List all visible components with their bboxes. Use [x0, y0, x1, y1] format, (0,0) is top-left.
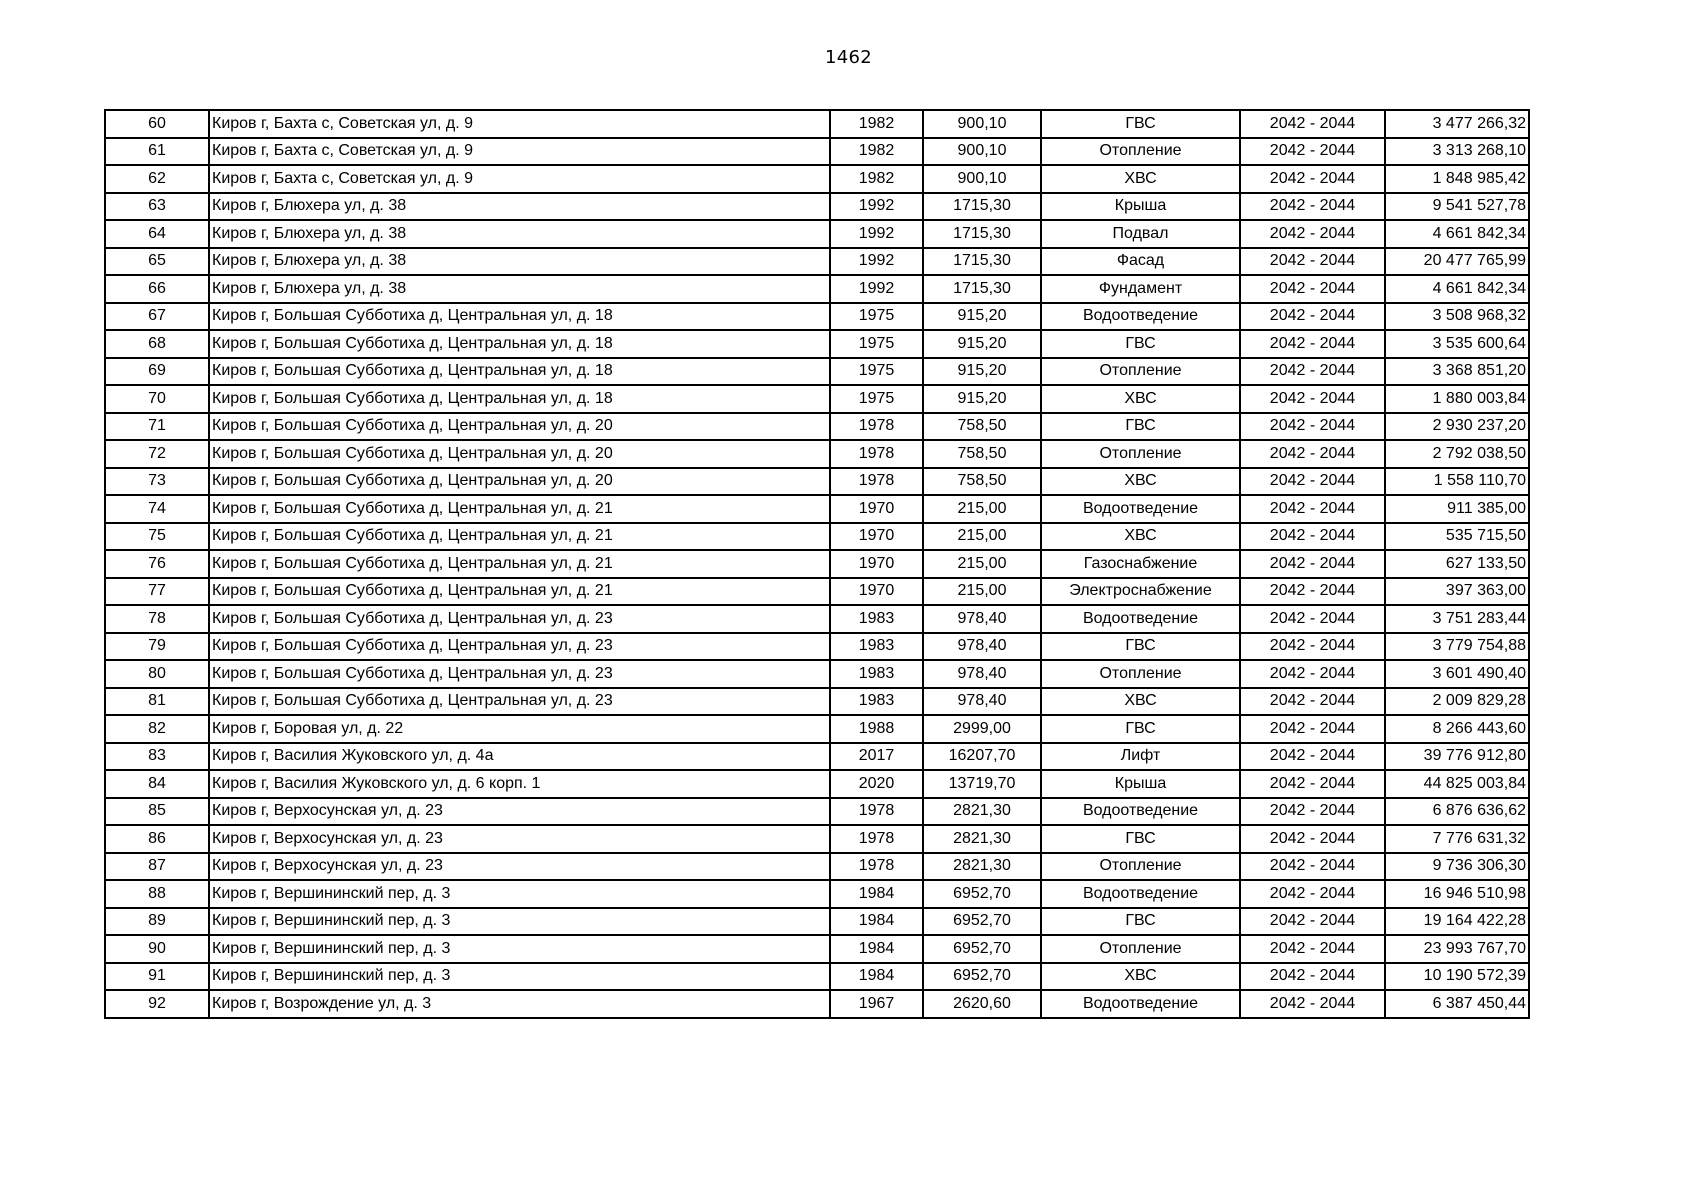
- cost-cell: 8 266 443,60: [1385, 715, 1529, 743]
- table-row: [105, 770, 1529, 798]
- row-number: 61: [105, 138, 209, 166]
- area-cell: 915,20: [923, 303, 1041, 331]
- row-number: 68: [105, 330, 209, 358]
- cost-cell: 2 792 038,50: [1385, 440, 1529, 468]
- table-row: [105, 990, 1529, 1018]
- work-type-cell: ГВС: [1041, 715, 1240, 743]
- area-cell: 2821,30: [923, 825, 1041, 853]
- period-cell: 2042 - 2044: [1240, 908, 1385, 936]
- period-cell: 2042 - 2044: [1240, 660, 1385, 688]
- row-number: 76: [105, 550, 209, 578]
- table-row: [105, 660, 1529, 688]
- address-cell: Киров г, Верхосунская ул, д. 23: [209, 853, 830, 881]
- table-row: [105, 220, 1529, 248]
- table-row: [105, 825, 1529, 853]
- area-cell: 2821,30: [923, 853, 1041, 881]
- row-number: 91: [105, 963, 209, 991]
- area-cell: 915,20: [923, 330, 1041, 358]
- address-cell: Киров г, Большая Субботиха д, Центральная ул, д. 18: [209, 358, 830, 386]
- work-type-cell: Крыша: [1041, 770, 1240, 798]
- period-cell: 2042 - 2044: [1240, 743, 1385, 771]
- table-row: [105, 413, 1529, 441]
- period-cell: 2042 - 2044: [1240, 880, 1385, 908]
- table-row: [105, 605, 1529, 633]
- area-cell: 16207,70: [923, 743, 1041, 771]
- cost-cell: 2 930 237,20: [1385, 413, 1529, 441]
- year-cell: 1984: [830, 880, 923, 908]
- work-type-cell: Водоотведение: [1041, 605, 1240, 633]
- work-type-cell: Отопление: [1041, 853, 1240, 881]
- period-cell: 2042 - 2044: [1240, 358, 1385, 386]
- table-row: [105, 495, 1529, 523]
- row-number: 69: [105, 358, 209, 386]
- area-cell: 758,50: [923, 440, 1041, 468]
- year-cell: 1978: [830, 440, 923, 468]
- year-cell: 1982: [830, 110, 923, 138]
- table-row: [105, 440, 1529, 468]
- address-cell: Киров г, Большая Субботиха д, Центральная ул, д. 20: [209, 440, 830, 468]
- cost-cell: 3 508 968,32: [1385, 303, 1529, 331]
- address-cell: Киров г, Большая Субботиха д, Центральная ул, д. 21: [209, 523, 830, 551]
- area-cell: 215,00: [923, 550, 1041, 578]
- work-type-cell: Отопление: [1041, 138, 1240, 166]
- cost-cell: 3 751 283,44: [1385, 605, 1529, 633]
- row-number: 77: [105, 578, 209, 606]
- year-cell: 1978: [830, 468, 923, 496]
- area-cell: 978,40: [923, 633, 1041, 661]
- table-row: [105, 550, 1529, 578]
- period-cell: 2042 - 2044: [1240, 633, 1385, 661]
- period-cell: 2042 - 2044: [1240, 550, 1385, 578]
- cost-cell: 4 661 842,34: [1385, 220, 1529, 248]
- table-row: [105, 275, 1529, 303]
- address-cell: Киров г, Большая Субботиха д, Центральная ул, д. 18: [209, 303, 830, 331]
- table-row: [105, 138, 1529, 166]
- year-cell: 1982: [830, 165, 923, 193]
- year-cell: 1988: [830, 715, 923, 743]
- row-number: 87: [105, 853, 209, 881]
- row-number: 82: [105, 715, 209, 743]
- cost-cell: 535 715,50: [1385, 523, 1529, 551]
- work-type-cell: Фундамент: [1041, 275, 1240, 303]
- work-type-cell: ХВС: [1041, 468, 1240, 496]
- work-type-cell: Водоотведение: [1041, 798, 1240, 826]
- address-cell: Киров г, Бахта с, Советская ул, д. 9: [209, 165, 830, 193]
- area-cell: 1715,30: [923, 248, 1041, 276]
- address-cell: Киров г, Большая Субботиха д, Центральная ул, д. 23: [209, 688, 830, 716]
- work-type-cell: ХВС: [1041, 165, 1240, 193]
- row-number: 67: [105, 303, 209, 331]
- area-cell: 900,10: [923, 165, 1041, 193]
- row-number: 63: [105, 193, 209, 221]
- address-cell: Киров г, Вершининский пер, д. 3: [209, 880, 830, 908]
- cost-cell: 3 368 851,20: [1385, 358, 1529, 386]
- period-cell: 2042 - 2044: [1240, 330, 1385, 358]
- area-cell: 13719,70: [923, 770, 1041, 798]
- year-cell: 1992: [830, 248, 923, 276]
- year-cell: 1992: [830, 220, 923, 248]
- area-cell: 6952,70: [923, 935, 1041, 963]
- cost-cell: 3 601 490,40: [1385, 660, 1529, 688]
- address-cell: Киров г, Боровая ул, д. 22: [209, 715, 830, 743]
- table-row: [105, 193, 1529, 221]
- address-cell: Киров г, Большая Субботиха д, Центральная ул, д. 21: [209, 578, 830, 606]
- registry-table: [104, 109, 1530, 1019]
- address-cell: Киров г, Возрождение ул, д. 3: [209, 990, 830, 1018]
- area-cell: 758,50: [923, 413, 1041, 441]
- area-cell: 215,00: [923, 578, 1041, 606]
- table-row: [105, 743, 1529, 771]
- address-cell: Киров г, Большая Субботиха д, Центральная ул, д. 23: [209, 660, 830, 688]
- work-type-cell: Отопление: [1041, 440, 1240, 468]
- period-cell: 2042 - 2044: [1240, 825, 1385, 853]
- table-row: [105, 908, 1529, 936]
- cost-cell: 911 385,00: [1385, 495, 1529, 523]
- area-cell: 900,10: [923, 138, 1041, 166]
- period-cell: 2042 - 2044: [1240, 715, 1385, 743]
- work-type-cell: Фасад: [1041, 248, 1240, 276]
- area-cell: 215,00: [923, 495, 1041, 523]
- year-cell: 1984: [830, 935, 923, 963]
- address-cell: Киров г, Блюхера ул, д. 38: [209, 275, 830, 303]
- cost-cell: 6 387 450,44: [1385, 990, 1529, 1018]
- cost-cell: 627 133,50: [1385, 550, 1529, 578]
- row-number: 74: [105, 495, 209, 523]
- year-cell: 1983: [830, 633, 923, 661]
- period-cell: 2042 - 2044: [1240, 303, 1385, 331]
- year-cell: 1992: [830, 275, 923, 303]
- table-row: [105, 165, 1529, 193]
- work-type-cell: ХВС: [1041, 688, 1240, 716]
- row-number: 75: [105, 523, 209, 551]
- row-number: 90: [105, 935, 209, 963]
- year-cell: 1978: [830, 798, 923, 826]
- area-cell: 1715,30: [923, 275, 1041, 303]
- row-number: 84: [105, 770, 209, 798]
- period-cell: 2042 - 2044: [1240, 275, 1385, 303]
- row-number: 78: [105, 605, 209, 633]
- period-cell: 2042 - 2044: [1240, 853, 1385, 881]
- area-cell: 2620,60: [923, 990, 1041, 1018]
- address-cell: Киров г, Большая Субботиха д, Центральная ул, д. 21: [209, 550, 830, 578]
- period-cell: 2042 - 2044: [1240, 798, 1385, 826]
- period-cell: 2042 - 2044: [1240, 605, 1385, 633]
- cost-cell: 23 993 767,70: [1385, 935, 1529, 963]
- period-cell: 2042 - 2044: [1240, 688, 1385, 716]
- cost-cell: 3 779 754,88: [1385, 633, 1529, 661]
- work-type-cell: Электроснабжение: [1041, 578, 1240, 606]
- year-cell: 1970: [830, 550, 923, 578]
- year-cell: 1982: [830, 138, 923, 166]
- cost-cell: 1 848 985,42: [1385, 165, 1529, 193]
- table-row: [105, 110, 1529, 138]
- row-number: 80: [105, 660, 209, 688]
- table-row: [105, 578, 1529, 606]
- row-number: 83: [105, 743, 209, 771]
- cost-cell: 1 558 110,70: [1385, 468, 1529, 496]
- year-cell: 1970: [830, 523, 923, 551]
- address-cell: Киров г, Вершининский пер, д. 3: [209, 908, 830, 936]
- period-cell: 2042 - 2044: [1240, 248, 1385, 276]
- cost-cell: 397 363,00: [1385, 578, 1529, 606]
- area-cell: 915,20: [923, 358, 1041, 386]
- work-type-cell: ГВС: [1041, 413, 1240, 441]
- address-cell: Киров г, Большая Субботиха д, Центральная ул, д. 21: [209, 495, 830, 523]
- year-cell: 1970: [830, 495, 923, 523]
- cost-cell: 10 190 572,39: [1385, 963, 1529, 991]
- table-row: [105, 715, 1529, 743]
- period-cell: 2042 - 2044: [1240, 193, 1385, 221]
- area-cell: 6952,70: [923, 963, 1041, 991]
- address-cell: Киров г, Верхосунская ул, д. 23: [209, 825, 830, 853]
- period-cell: 2042 - 2044: [1240, 110, 1385, 138]
- address-cell: Киров г, Блюхера ул, д. 38: [209, 248, 830, 276]
- year-cell: 1984: [830, 908, 923, 936]
- area-cell: 978,40: [923, 688, 1041, 716]
- work-type-cell: Водоотведение: [1041, 880, 1240, 908]
- row-number: 92: [105, 990, 209, 1018]
- work-type-cell: Водоотведение: [1041, 990, 1240, 1018]
- cost-cell: 6 876 636,62: [1385, 798, 1529, 826]
- address-cell: Киров г, Бахта с, Советская ул, д. 9: [209, 110, 830, 138]
- work-type-cell: Водоотведение: [1041, 303, 1240, 331]
- work-type-cell: Отопление: [1041, 358, 1240, 386]
- year-cell: 1978: [830, 825, 923, 853]
- cost-cell: 1 880 003,84: [1385, 385, 1529, 413]
- table-row: [105, 633, 1529, 661]
- period-cell: 2042 - 2044: [1240, 220, 1385, 248]
- period-cell: 2042 - 2044: [1240, 440, 1385, 468]
- work-type-cell: ГВС: [1041, 110, 1240, 138]
- year-cell: 1975: [830, 330, 923, 358]
- work-type-cell: Водоотведение: [1041, 495, 1240, 523]
- table-row: [105, 853, 1529, 881]
- cost-cell: 4 661 842,34: [1385, 275, 1529, 303]
- row-number: 88: [105, 880, 209, 908]
- table-row: [105, 303, 1529, 331]
- address-cell: Киров г, Большая Субботиха д, Центральная ул, д. 20: [209, 413, 830, 441]
- year-cell: 1978: [830, 853, 923, 881]
- address-cell: Киров г, Большая Субботиха д, Центральная ул, д. 23: [209, 605, 830, 633]
- year-cell: 1983: [830, 605, 923, 633]
- cost-cell: 3 535 600,64: [1385, 330, 1529, 358]
- year-cell: 2017: [830, 743, 923, 771]
- year-cell: 2020: [830, 770, 923, 798]
- row-number: 79: [105, 633, 209, 661]
- cost-cell: 20 477 765,99: [1385, 248, 1529, 276]
- registry-body: [105, 110, 1529, 1018]
- year-cell: 1983: [830, 660, 923, 688]
- cost-cell: 2 009 829,28: [1385, 688, 1529, 716]
- period-cell: 2042 - 2044: [1240, 990, 1385, 1018]
- year-cell: 1992: [830, 193, 923, 221]
- row-number: 73: [105, 468, 209, 496]
- area-cell: 6952,70: [923, 880, 1041, 908]
- row-number: 71: [105, 413, 209, 441]
- period-cell: 2042 - 2044: [1240, 165, 1385, 193]
- period-cell: 2042 - 2044: [1240, 935, 1385, 963]
- work-type-cell: ХВС: [1041, 963, 1240, 991]
- address-cell: Киров г, Большая Субботиха д, Центральная ул, д. 20: [209, 468, 830, 496]
- cost-cell: 16 946 510,98: [1385, 880, 1529, 908]
- table-row: [105, 330, 1529, 358]
- row-number: 86: [105, 825, 209, 853]
- work-type-cell: Отопление: [1041, 660, 1240, 688]
- period-cell: 2042 - 2044: [1240, 468, 1385, 496]
- cost-cell: 9 736 306,30: [1385, 853, 1529, 881]
- row-number: 89: [105, 908, 209, 936]
- address-cell: Киров г, Большая Субботиха д, Центральная ул, д. 23: [209, 633, 830, 661]
- table-row: [105, 385, 1529, 413]
- area-cell: 1715,30: [923, 193, 1041, 221]
- address-cell: Киров г, Большая Субботиха д, Центральная ул, д. 18: [209, 330, 830, 358]
- cost-cell: 44 825 003,84: [1385, 770, 1529, 798]
- period-cell: 2042 - 2044: [1240, 578, 1385, 606]
- cost-cell: 39 776 912,80: [1385, 743, 1529, 771]
- table-row: [105, 880, 1529, 908]
- work-type-cell: Крыша: [1041, 193, 1240, 221]
- period-cell: 2042 - 2044: [1240, 523, 1385, 551]
- table-row: [105, 358, 1529, 386]
- address-cell: Киров г, Верхосунская ул, д. 23: [209, 798, 830, 826]
- work-type-cell: Отопление: [1041, 935, 1240, 963]
- work-type-cell: ГВС: [1041, 330, 1240, 358]
- cost-cell: 3 313 268,10: [1385, 138, 1529, 166]
- address-cell: Киров г, Вершининский пер, д. 3: [209, 963, 830, 991]
- table-row: [105, 523, 1529, 551]
- table-row: [105, 468, 1529, 496]
- year-cell: 1975: [830, 358, 923, 386]
- row-number: 85: [105, 798, 209, 826]
- table-row: [105, 963, 1529, 991]
- area-cell: 2999,00: [923, 715, 1041, 743]
- year-cell: 1967: [830, 990, 923, 1018]
- work-type-cell: ГВС: [1041, 908, 1240, 936]
- year-cell: 1975: [830, 303, 923, 331]
- row-number: 60: [105, 110, 209, 138]
- area-cell: 900,10: [923, 110, 1041, 138]
- area-cell: 758,50: [923, 468, 1041, 496]
- area-cell: 1715,30: [923, 220, 1041, 248]
- row-number: 70: [105, 385, 209, 413]
- address-cell: Киров г, Бахта с, Советская ул, д. 9: [209, 138, 830, 166]
- area-cell: 915,20: [923, 385, 1041, 413]
- table-row: [105, 248, 1529, 276]
- work-type-cell: Газоснабжение: [1041, 550, 1240, 578]
- period-cell: 2042 - 2044: [1240, 138, 1385, 166]
- period-cell: 2042 - 2044: [1240, 963, 1385, 991]
- table-row: [105, 798, 1529, 826]
- row-number: 81: [105, 688, 209, 716]
- table-row: [105, 935, 1529, 963]
- table-row: [105, 688, 1529, 716]
- year-cell: 1975: [830, 385, 923, 413]
- cost-cell: 7 776 631,32: [1385, 825, 1529, 853]
- cost-cell: 9 541 527,78: [1385, 193, 1529, 221]
- address-cell: Киров г, Блюхера ул, д. 38: [209, 220, 830, 248]
- period-cell: 2042 - 2044: [1240, 413, 1385, 441]
- period-cell: 2042 - 2044: [1240, 385, 1385, 413]
- year-cell: 1978: [830, 413, 923, 441]
- area-cell: 6952,70: [923, 908, 1041, 936]
- work-type-cell: Подвал: [1041, 220, 1240, 248]
- area-cell: 978,40: [923, 660, 1041, 688]
- row-number: 66: [105, 275, 209, 303]
- address-cell: Киров г, Василия Жуковского ул, д. 4а: [209, 743, 830, 771]
- area-cell: 215,00: [923, 523, 1041, 551]
- row-number: 64: [105, 220, 209, 248]
- row-number: 62: [105, 165, 209, 193]
- year-cell: 1984: [830, 963, 923, 991]
- work-type-cell: Лифт: [1041, 743, 1240, 771]
- year-cell: 1970: [830, 578, 923, 606]
- row-number: 72: [105, 440, 209, 468]
- address-cell: Киров г, Блюхера ул, д. 38: [209, 193, 830, 221]
- period-cell: 2042 - 2044: [1240, 770, 1385, 798]
- row-number: 65: [105, 248, 209, 276]
- year-cell: 1983: [830, 688, 923, 716]
- period-cell: 2042 - 2044: [1240, 495, 1385, 523]
- area-cell: 2821,30: [923, 798, 1041, 826]
- address-cell: Киров г, Вершининский пер, д. 3: [209, 935, 830, 963]
- work-type-cell: ГВС: [1041, 633, 1240, 661]
- work-type-cell: ГВС: [1041, 825, 1240, 853]
- page-number: 1462: [824, 47, 872, 68]
- work-type-cell: ХВС: [1041, 385, 1240, 413]
- cost-cell: 3 477 266,32: [1385, 110, 1529, 138]
- cost-cell: 19 164 422,28: [1385, 908, 1529, 936]
- address-cell: Киров г, Большая Субботиха д, Центральная ул, д. 18: [209, 385, 830, 413]
- work-type-cell: ХВС: [1041, 523, 1240, 551]
- area-cell: 978,40: [923, 605, 1041, 633]
- address-cell: Киров г, Василия Жуковского ул, д. 6 корп. 1: [209, 770, 830, 798]
